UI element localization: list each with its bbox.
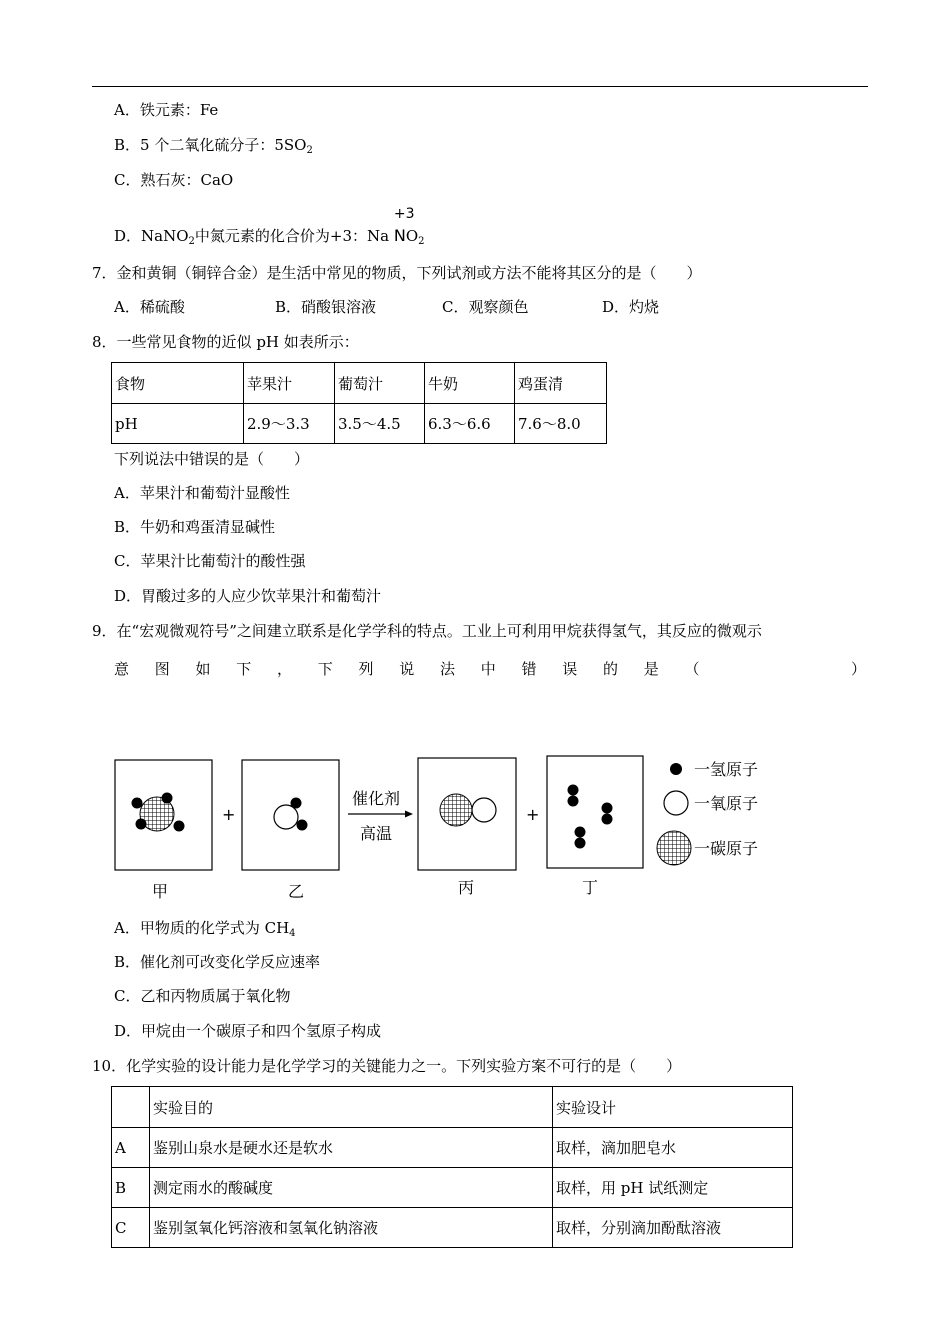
box-ding: [547, 756, 643, 868]
ph-table-cell: 7.6～8.0: [515, 404, 607, 444]
experiment-table-cell: 实验目的: [150, 1087, 553, 1128]
ph-table: [111, 362, 607, 444]
ph-table-cell: 鸡蛋清: [515, 363, 607, 404]
q8-stem: 8．一些常见食物的近似 pH 如表所示：: [92, 333, 359, 351]
ph-table-cell: 6.3～6.6: [425, 404, 515, 444]
oxygen-atom: [274, 805, 298, 829]
experiment-table-cell: B: [112, 1168, 150, 1208]
q6-option-c: C．熟石灰：CaO: [114, 171, 234, 189]
q9-option-d: D．甲烷由一个碳原子和四个氢原子构成: [114, 1022, 382, 1040]
label-jia: 甲: [152, 882, 169, 901]
plus-sign-2: +: [526, 805, 540, 824]
experiment-table-cell: 实验设计: [553, 1087, 793, 1128]
q6-option-d: D．NaNO$_2$中氮元素的化合价为+3：Na +3 $NO_2$: [114, 206, 425, 247]
q6-option-b: B．5 个二氧化硫分子：$5SO_2$: [114, 136, 313, 156]
q9-stem-line1: 9．在“宏观微观符号”之间建立联系是化学学科的特点。工业上可利用甲烷获得氢气，其反应的微观示: [92, 622, 762, 640]
ph-table-cell: 3.5～4.5: [335, 404, 425, 444]
q7-option-a: A．稀硫酸: [114, 298, 185, 316]
condition-catalyst: 催化剂: [352, 789, 401, 808]
experiment-table-cell: 鉴别氢氧化钙溶液和氢氧化钠溶液: [150, 1208, 553, 1248]
q8-question: 下列说法中错误的是（ ）: [114, 450, 310, 468]
q8-option-d: D．胃酸过多的人应少饮苹果汁和葡萄汁: [114, 587, 382, 605]
hydrogen-atom: [174, 821, 185, 832]
hydrogen-atom: [132, 798, 143, 809]
hydrogen-atom: [568, 785, 579, 796]
hydrogen-atom: [568, 796, 579, 807]
q8-option-b: B．牛奶和鸡蛋清显碱性: [114, 518, 276, 536]
experiment-table-cell: 测定雨水的酸碱度: [150, 1168, 553, 1208]
valence-label: +3: [393, 206, 415, 222]
q9-option-b: B．催化剂可改变化学反应速率: [114, 953, 321, 971]
ph-table-cell: pH: [112, 404, 244, 444]
hydrogen-atom: [136, 819, 147, 830]
hydrogen-atom: [297, 820, 308, 831]
hydrogen-atom: [602, 814, 613, 825]
hydrogen-atom: [575, 827, 586, 838]
ph-table-cell: 食物: [112, 363, 244, 404]
reaction-diagram: [0, 740, 950, 910]
ph-table-cell: 2.9～3.3: [244, 404, 335, 444]
q6-option-a: A．铁元素：Fe: [114, 101, 219, 119]
hydrogen-atom: [575, 838, 586, 849]
legend-oxygen: 一氧原子: [694, 794, 759, 813]
label-yi: 乙: [288, 882, 305, 901]
plus-sign-1: +: [222, 805, 236, 824]
label-bing: 丙: [458, 878, 475, 897]
legend-carbon: 一碳原子: [694, 839, 759, 858]
experiment-table-cell: 取样，滴加肥皂水: [553, 1128, 793, 1168]
q8-option-c: C．苹果汁比葡萄汁的酸性强: [114, 552, 306, 570]
carbon-atom: [440, 794, 472, 826]
experiment-table-cell: [112, 1087, 150, 1128]
legend-hydrogen-icon: [670, 763, 682, 775]
q7-stem: 7．金和黄铜（铜锌合金）是生活中常见的物质，下列试剂或方法不能将其区分的是（ ）: [92, 264, 702, 282]
legend-oxygen-icon: [664, 791, 688, 815]
experiment-table-cell: 取样，分别滴加酚酞溶液: [553, 1208, 793, 1248]
experiment-table: [111, 1086, 793, 1248]
experiment-table-cell: 取样，用 pH 试纸测定: [553, 1168, 793, 1208]
q10-stem: 10．化学实验的设计能力是化学学习的关键能力之一。下列实验方案不可行的是（ ）: [92, 1057, 682, 1075]
hydrogen-atom: [602, 803, 613, 814]
ph-table-cell: 牛奶: [425, 363, 515, 404]
experiment-table-cell: 鉴别山泉水是硬水还是软水: [150, 1128, 553, 1168]
ph-table-cell: 苹果汁: [244, 363, 335, 404]
legend-hydrogen: 一氢原子: [694, 760, 759, 779]
q7-option-d: D．灼烧: [602, 298, 660, 316]
q9-stem-line2: 意 图 如 下 ， 下 列 说 法 中 错 误 的 是 （ ）: [114, 660, 866, 678]
q7-option-c: C．观察颜色: [442, 298, 529, 316]
label-ding: 丁: [582, 878, 599, 897]
legend-carbon-icon: [657, 831, 691, 865]
q9-option-a: A．甲物质的化学式为 $CH_4$: [114, 919, 296, 939]
header-rule: [92, 86, 868, 87]
oxygen-atom: [472, 798, 496, 822]
q8-option-a: A．苹果汁和葡萄汁显酸性: [114, 484, 290, 502]
valence-notation: +3 N: [393, 206, 415, 245]
hydrogen-atom: [291, 798, 302, 809]
q7-option-b: B．硝酸银溶液: [275, 298, 377, 316]
ph-table-cell: 葡萄汁: [335, 363, 425, 404]
experiment-table-cell: A: [112, 1128, 150, 1168]
experiment-table-cell: C: [112, 1208, 150, 1248]
condition-high-temp: 高温: [360, 824, 393, 843]
hydrogen-atom: [162, 793, 173, 804]
q9-option-c: C．乙和丙物质属于氧化物: [114, 987, 291, 1005]
